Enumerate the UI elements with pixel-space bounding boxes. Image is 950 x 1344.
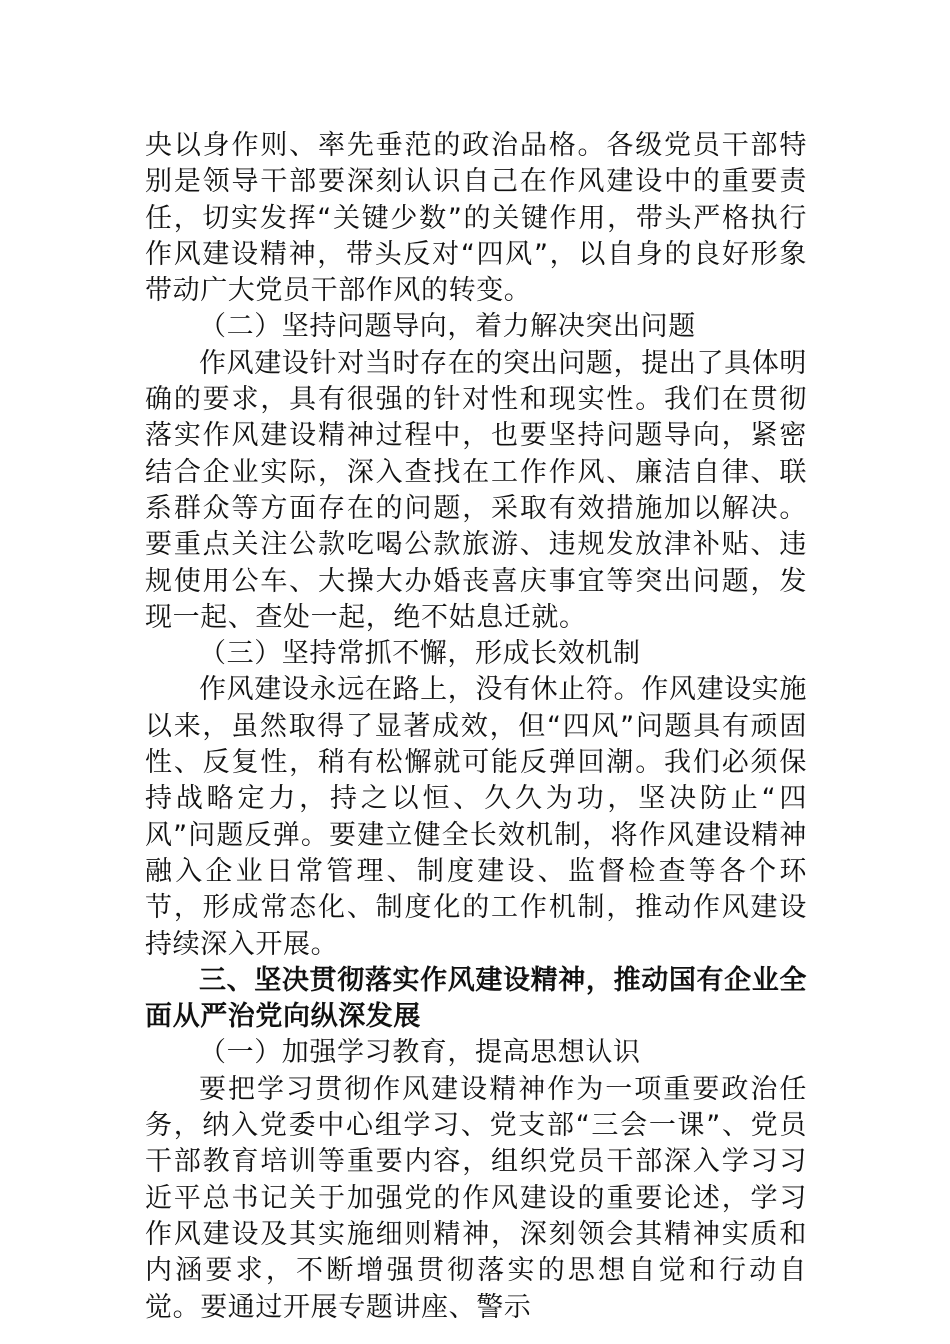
section-heading-3: 三、坚决贯彻落实作风建设精神，推动国有企业全面从严治党向纵深发展 — [145, 964, 807, 1033]
paragraph-study-education: 要把学习贯彻作风建设精神作为一项重要政治任务，纳入党委中心组学习、党支部“三会一课”、党员干部教育培训等重要内容，组织党员干部深入学习习近平总书记关于加强党的作风建设的重要论述，学习作风建设及其实施细则精神，深刻领会其精神实质和内涵要求，不断增强贯彻落实的思想自觉和行动自觉。要通过开展专题讲座、警示 — [145, 1073, 807, 1323]
sub-heading-3: （三）坚持常抓不懈，形成长效机制 — [199, 638, 641, 670]
paragraph-long-term-mechanism: 作风建设永远在路上，没有休止符。作风建设实施以来，虽然取得了显著成效，但“四风”问题具有顽固性、反复性，稍有松懈就可能反弹回潮。我们必须保持战略定力，持之以恒、久久为功，坚决防止“四风”问题反弹。要建立健全长效机制，将作风建设精神融入企业日常管理、制度建设、监督检查等各个环节，形成常态化、制度化的工作机制，推动作风建设持续深入开展。 — [145, 674, 807, 960]
paragraph-continuation: 央以身作则、率先垂范的政治品格。各级党员干部特别是领导干部要深刻认识自己在作风建设中的重要责任，切实发挥“关键少数”的关键作用，带头严格执行作风建设精神，带头反对“四风”，以自身的良好形象带动广大党员干部作风的转变。 — [145, 130, 807, 307]
sub-heading-1: （一）加强学习教育，提高思想认识 — [199, 1037, 641, 1069]
sub-heading-2: （二）坚持问题导向，着力解决突出问题 — [199, 311, 696, 343]
document-page — [145, 128, 807, 1326]
paragraph-problem-orientation: 作风建设针对当时存在的突出问题，提出了具体明确的要求，具有很强的针对性和现实性。我们在贯彻落实作风建设精神过程中，也要坚持问题导向，紧密结合企业实际，深入查找在工作作风、廉洁自律、联系群众等方面存在的问题，采取有效措施加以解决。要重点关注公款吃喝公款旅游、违规发放津补贴、违规使用公车、大操大办婚丧喜庆事宜等突出问题，发现一起、查处一起，绝不姑息迁就。 — [145, 347, 807, 633]
